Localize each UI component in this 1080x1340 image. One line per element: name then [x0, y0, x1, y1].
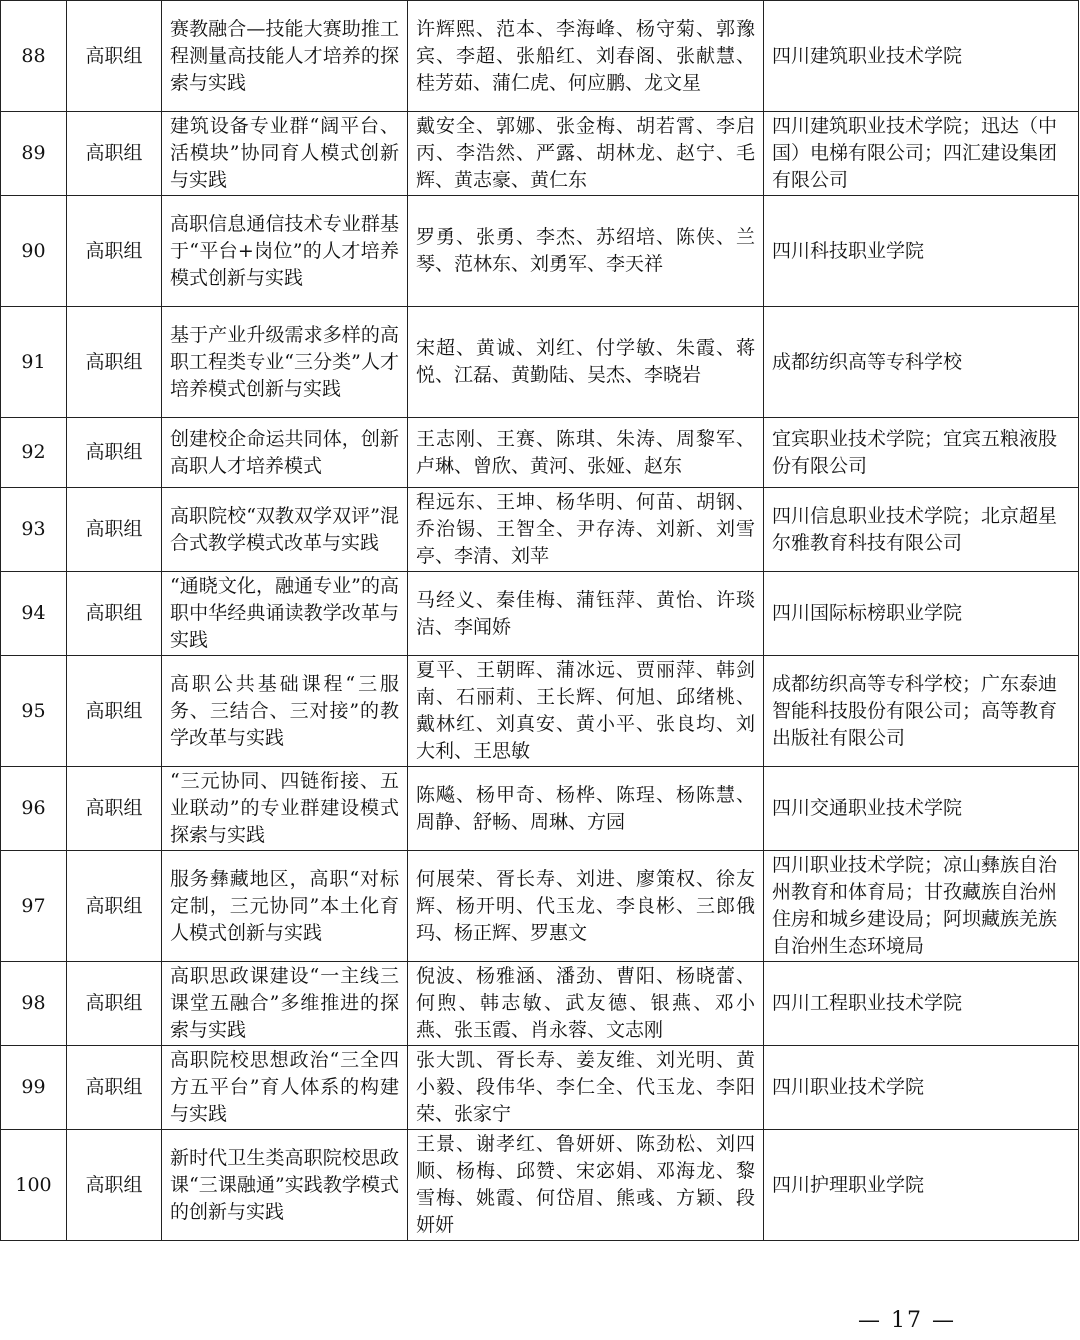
- row-members: 马经义、秦佳梅、蒲钰萍、黄怡、许琰洁、李闻娇: [408, 572, 764, 656]
- row-number: 98: [1, 962, 67, 1046]
- row-units: 四川科技职业学院: [764, 196, 1079, 307]
- row-group: 高职组: [67, 767, 162, 851]
- row-title: 创建校企命运共同体，创新高职人才培养模式: [162, 418, 408, 488]
- table-row: [1, 1046, 1079, 1130]
- row-units: 四川职业技术学院；凉山彝族自治州教育和体育局；甘孜藏族自治州住房和城乡建设局；阿坝藏族羌族自治州生态环境局: [764, 851, 1079, 962]
- row-group: 高职组: [67, 196, 162, 307]
- row-number: 100: [1, 1130, 67, 1241]
- table-row: [1, 851, 1079, 962]
- row-members: 宋超、黄诚、刘红、付学敏、朱霞、蒋悦、江磊、黄勤陆、吴杰、李晓岩: [408, 307, 764, 418]
- row-members: 张大凯、胥长寿、姜友维、刘光明、黄小毅、段伟华、李仁全、代玉龙、李阳荣、张家宁: [408, 1046, 764, 1130]
- row-number: 93: [1, 488, 67, 572]
- table-row: [1, 1, 1079, 112]
- row-title: 高职信息通信技术专业群基于“平台+岗位”的人才培养模式创新与实践: [162, 196, 408, 307]
- row-units: 四川职业技术学院: [764, 1046, 1079, 1130]
- row-title: 高职院校思想政治“三全四方五平台”育人体系的构建与实践: [162, 1046, 408, 1130]
- row-title: 新时代卫生类高职院校思政课“三课融通”实践教学模式的创新与实践: [162, 1130, 408, 1241]
- row-members: 王志刚、王赛、陈琪、朱涛、周黎军、卢琳、曾欣、黄河、张娅、赵东: [408, 418, 764, 488]
- table-row: [1, 656, 1079, 767]
- table-row: [1, 767, 1079, 851]
- row-members: 王景、谢孝红、鲁妍妍、陈劲松、刘四顺、杨梅、邱赞、宋宓娟、邓海龙、黎雪梅、姚霞、何岱眉、熊彧、方颖、段妍妍: [408, 1130, 764, 1241]
- table-row: [1, 1130, 1079, 1241]
- table-row: [1, 488, 1079, 572]
- row-number: 92: [1, 418, 67, 488]
- row-title: 高职院校“双教双学双评”混合式教学模式改革与实践: [162, 488, 408, 572]
- row-members: 程远东、王坤、杨华明、何苗、胡钢、乔治锡、王智全、尹存涛、刘新、刘雪亭、李清、刘苹: [408, 488, 764, 572]
- row-number: 96: [1, 767, 67, 851]
- row-group: 高职组: [67, 488, 162, 572]
- row-members: 陈飚、杨甲奇、杨桦、陈珵、杨陈慧、周静、舒畅、周琳、方园: [408, 767, 764, 851]
- row-units: 宜宾职业技术学院；宜宾五粮液股份有限公司: [764, 418, 1079, 488]
- row-members: 罗勇、张勇、李杰、苏绍培、陈侠、兰琴、范林东、刘勇军、李天祥: [408, 196, 764, 307]
- row-group: 高职组: [67, 962, 162, 1046]
- row-title: 服务彝藏地区，高职“对标定制，三元协同”本土化育人模式创新与实践: [162, 851, 408, 962]
- row-units: 四川信息职业技术学院；北京超星尔雅教育科技有限公司: [764, 488, 1079, 572]
- row-title: 建筑设备专业群“阔平台、活模块”协同育人模式创新与实践: [162, 112, 408, 196]
- row-group: 高职组: [67, 112, 162, 196]
- row-members: 许辉熙、范本、李海峰、杨守菊、郭豫宾、李超、张船红、刘春阁、张献慧、桂芳茹、蒲仁虎、何应鹏、龙文星: [408, 1, 764, 112]
- row-units: 四川护理职业学院: [764, 1130, 1079, 1241]
- row-title: 基于产业升级需求多样的高职工程类专业“三分类”人才培养模式创新与实践: [162, 307, 408, 418]
- table-row: [1, 962, 1079, 1046]
- row-number: 91: [1, 307, 67, 418]
- row-number: 99: [1, 1046, 67, 1130]
- row-title: 赛教融合—技能大赛助推工程测量高技能人才培养的探索与实践: [162, 1, 408, 112]
- row-group: 高职组: [67, 656, 162, 767]
- row-number: 94: [1, 572, 67, 656]
- row-number: 88: [1, 1, 67, 112]
- row-members: 倪波、杨雅涵、潘劲、曹阳、杨晓蕾、何煦、韩志敏、武友德、银燕、邓小燕、张玉霞、肖永蓉、文志刚: [408, 962, 764, 1046]
- row-members: 何展荣、胥长寿、刘进、廖策权、徐友辉、杨开明、代玉龙、李良彬、三郎俄玛、杨正辉、罗惠文: [408, 851, 764, 962]
- table-row: [1, 307, 1079, 418]
- table-row: [1, 112, 1079, 196]
- row-number: 97: [1, 851, 67, 962]
- table-row: [1, 572, 1079, 656]
- row-units: 成都纺织高等专科学校；广东泰迪智能科技股份有限公司；高等教育出版社有限公司: [764, 656, 1079, 767]
- row-units: 四川国际标榜职业学院: [764, 572, 1079, 656]
- row-units: 四川工程职业技术学院: [764, 962, 1079, 1046]
- row-units: 成都纺织高等专科学校: [764, 307, 1079, 418]
- row-number: 89: [1, 112, 67, 196]
- page-number: — 17 —: [858, 1308, 956, 1333]
- row-title: “通晓文化，融通专业”的高职中华经典诵读教学改革与实践: [162, 572, 408, 656]
- row-group: 高职组: [67, 418, 162, 488]
- row-number: 90: [1, 196, 67, 307]
- row-members: 夏平、王朝晖、蒲冰远、贾丽萍、韩剑南、石丽莉、王长辉、何旭、邱绪桃、戴林红、刘真安、黄小平、张良均、刘大利、王思敏: [408, 656, 764, 767]
- row-units: 四川建筑职业技术学院: [764, 1, 1079, 112]
- row-group: 高职组: [67, 1046, 162, 1130]
- row-title: “三元协同、四链衔接、五业联动”的专业群建设模式探索与实践: [162, 767, 408, 851]
- row-title: 高职公共基础课程“三服务、三结合、三对接”的教学改革与实践: [162, 656, 408, 767]
- table-row: [1, 418, 1079, 488]
- row-number: 95: [1, 656, 67, 767]
- row-group: 高职组: [67, 307, 162, 418]
- row-units: 四川交通职业技术学院: [764, 767, 1079, 851]
- table-row: [1, 196, 1079, 307]
- row-members: 戴安全、郭娜、张金梅、胡若霄、李启丙、李浩然、严露、胡林龙、赵宁、毛辉、黄志豪、黄仁东: [408, 112, 764, 196]
- row-group: 高职组: [67, 1, 162, 112]
- row-title: 高职思政课建设“一主线三课堂五融合”多维推进的探索与实践: [162, 962, 408, 1046]
- row-group: 高职组: [67, 851, 162, 962]
- row-group: 高职组: [67, 1130, 162, 1241]
- row-units: 四川建筑职业技术学院；迅达（中国）电梯有限公司；四汇建设集团有限公司: [764, 112, 1079, 196]
- row-group: 高职组: [67, 572, 162, 656]
